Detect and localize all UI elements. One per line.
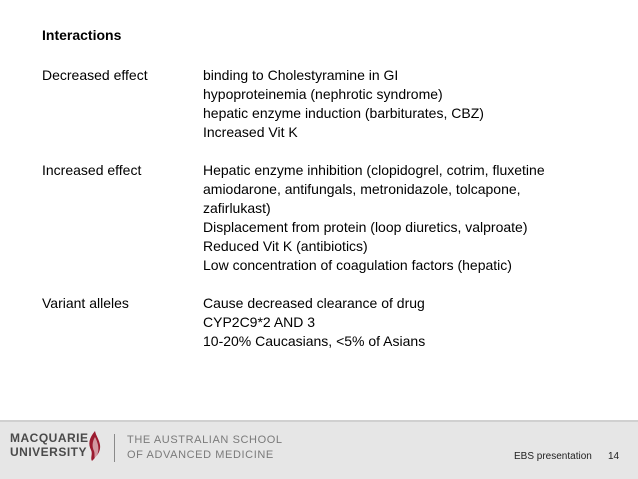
section-label: Variant alleles	[42, 295, 129, 311]
presentation-label: EBS presentation	[514, 451, 592, 462]
footer-divider	[0, 420, 638, 422]
page-number: 14	[608, 451, 620, 462]
school-line: THE AUSTRALIAN SCHOOL	[127, 434, 283, 446]
section-line: 10-20% Caucasians, <5% of Asians	[203, 333, 426, 349]
section-line: binding to Cholestyramine in GI	[203, 67, 399, 83]
section-line: hypoproteinemia (nephrotic syndrome)	[203, 86, 443, 102]
section-line: amiodarone, antifungals, metronidazole, tolcapone,	[203, 181, 521, 197]
section-line: Reduced Vit K (antibiotics)	[203, 238, 368, 254]
slide-footer	[0, 420, 638, 479]
logo-line: UNIVERSITY	[10, 445, 88, 459]
section-label: Increased effect	[42, 162, 142, 178]
section-line: Increased Vit K	[203, 124, 298, 140]
section-lines	[203, 66, 623, 142]
university-logo-text	[10, 431, 90, 459]
section-line: Low concentration of coagulation factors (hepatic)	[203, 257, 512, 273]
section-lines	[203, 294, 623, 351]
section-line: Hepatic enzyme inhibition (clopidogrel, cotrim, fluxetine	[203, 162, 545, 178]
school-name	[127, 433, 283, 463]
school-line: OF ADVANCED MEDICINE	[127, 449, 274, 461]
slide-heading: Interactions	[42, 27, 122, 43]
section-line: Displacement from protein (loop diuretics, valproate)	[203, 219, 528, 235]
section-line: zafirlukast)	[203, 200, 271, 216]
section-line: hepatic enzyme induction (barbiturates, CBZ)	[203, 105, 484, 121]
section-lines	[203, 161, 623, 275]
section-label: Decreased effect	[42, 67, 148, 83]
section-line: CYP2C9*2 AND 3	[203, 314, 316, 330]
flame-icon	[86, 430, 104, 462]
logo-divider	[114, 434, 115, 462]
section-line: Cause decreased clearance of drug	[203, 295, 425, 311]
logo-line: MACQUARIE	[10, 431, 89, 445]
